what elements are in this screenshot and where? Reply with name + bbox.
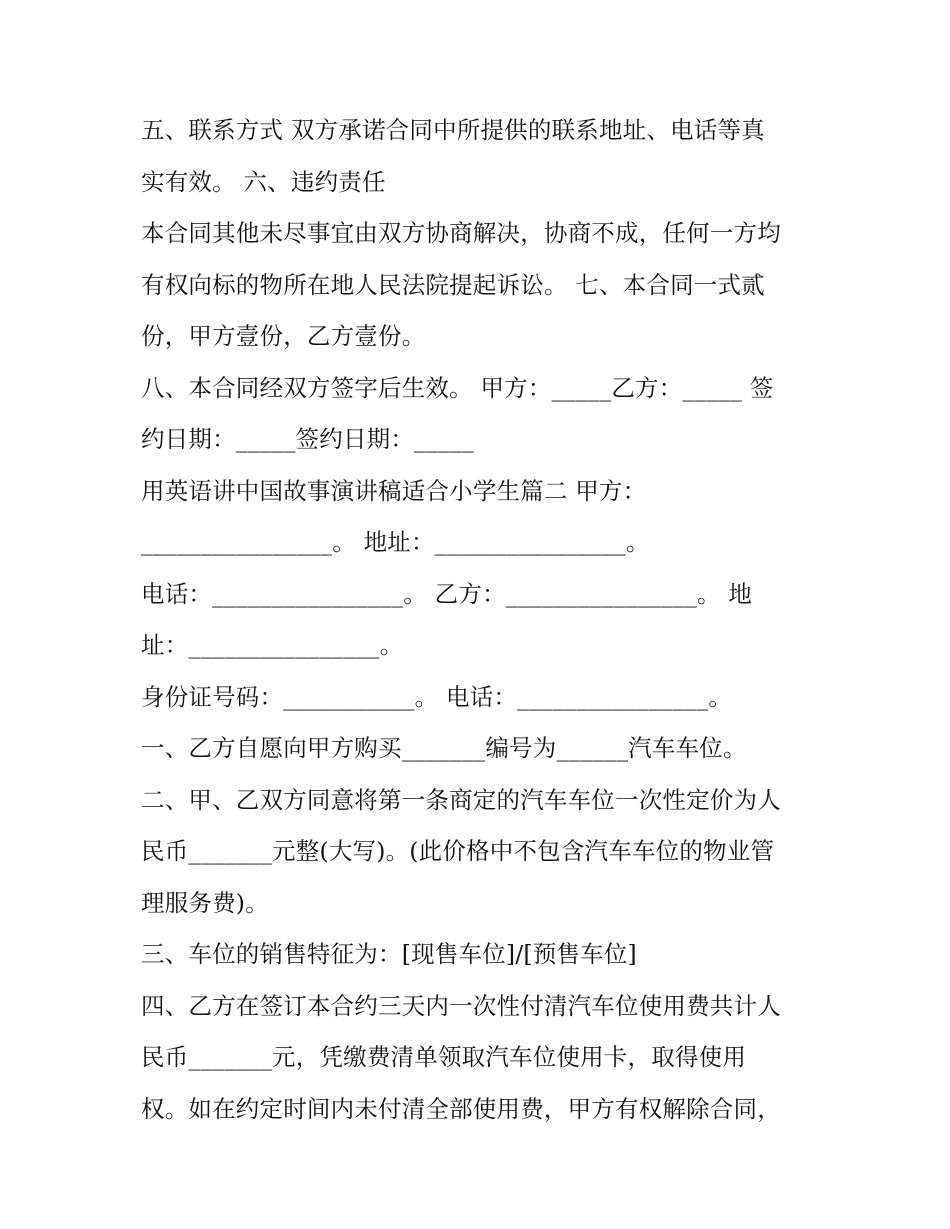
- text-line: 本合同其他未尽事宜由双方协商解决，协商不成，任何一方均: [141, 219, 781, 247]
- text-line: 三、车位的销售特征为：[现售车位]/[预售车位]: [141, 940, 637, 968]
- text-line: 电话：________________。 乙方：________________。 地: [141, 579, 753, 608]
- text-line: 理服务费)。: [141, 888, 269, 917]
- text-line: 民币_______元整(大写)。(此价格中不包含汽车车位的物业管: [141, 837, 775, 865]
- document-body: [141, 105, 831, 1135]
- text-line: 民币_______元，凭缴费清单领取汽车位使用卡，取得使用: [141, 1043, 747, 1071]
- text-line: 二、甲、乙双方同意将第一条商定的汽车车位一次性定价为人: [141, 785, 781, 814]
- text-line: ________________。 地址：________________。: [141, 528, 650, 556]
- text-line: 有权向标的物所在地人民法院提起诉讼。 七、本合同一式贰: [141, 270, 765, 299]
- text-line: 身份证号码：___________。 电话：________________。: [141, 682, 733, 711]
- text-line: 用英语讲中国故事演讲稿适合小学生篇二 甲方：: [141, 476, 647, 505]
- text-line: 权。如在约定时间内未付清全部使用费，甲方有权解除合同，: [141, 1094, 781, 1123]
- text-line: 五、联系方式 双方承诺合同中所提供的联系地址、电话等真: [141, 116, 765, 144]
- text-line: 约日期：_____签约日期：_____: [141, 425, 474, 453]
- text-line: 八、本合同经双方签字后生效。 甲方：_____乙方：_____ 签: [141, 373, 774, 402]
- text-line: 一、乙方自愿向甲方购买_______编号为______汽车车位。: [141, 734, 747, 762]
- text-line: 址：________________。: [141, 631, 404, 659]
- text-line: 份，甲方壹份，乙方壹份。: [141, 322, 426, 350]
- text-line: 实有效。 六、违约责任: [141, 167, 386, 196]
- text-line: 四、乙方在签订本合约三天内一次性付清汽车位使用费共计人: [141, 991, 781, 1020]
